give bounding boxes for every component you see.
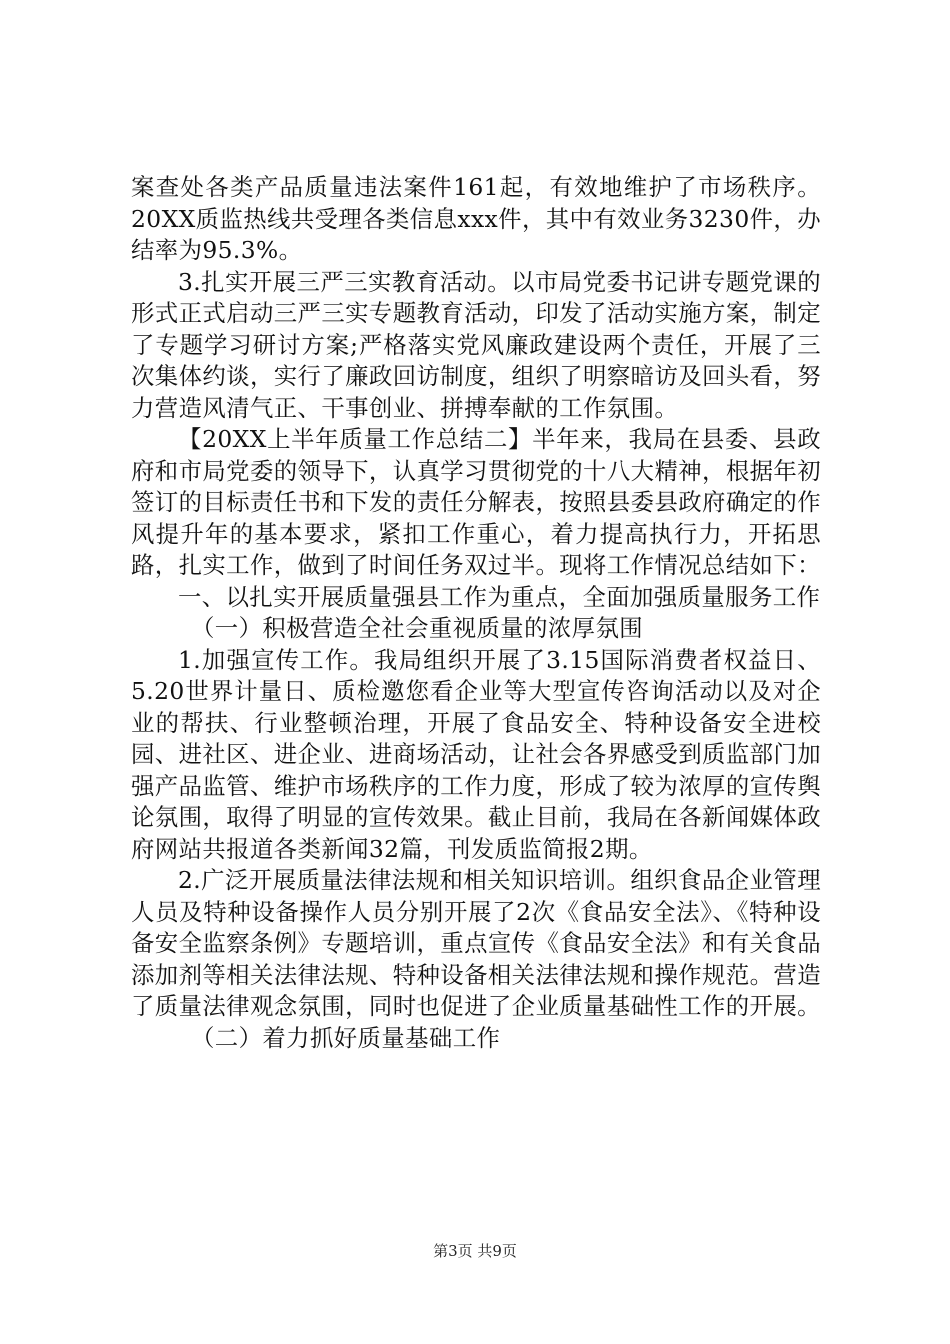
paragraph-case-handling: 案查处各类产品质量违法案件161起，有效地维护了市场秩序。20XX质监热线共受理各类信息xxx件，其中有效业务3230件，办结率为95.3%。 — [131, 173, 821, 264]
subsection-heading-quality-foundation: （二）着力抓好质量基础工作 — [191, 1023, 501, 1052]
paragraph-summary-two-intro: 【20XX上半年质量工作总结二】半年来，我局在县委、县政府和市局党委的领导下，认真学习贯彻党的十八大精神，根据年初签订的目标责任书和下发的责任分解表，按照县委县政府确定的作风提升年的基本要求，紧扣工作重心，着力提高执行力，开拓思路，扎实工作，做到了时间任务双过半。现将工作情况总结如下： — [131, 425, 821, 579]
subsection-heading-quality-atmosphere: （一）积极营造全社会重视质量的浓厚氛围 — [191, 614, 644, 642]
document-body — [131, 172, 821, 1054]
paragraph-legal-training: 2.广泛开展质量法律法规和相关知识培训。组织食品企业管理人员及特种设备操作人员分别开展了2次《食品安全法》、《特种设备安全监察条例》专题培训，重点宣传《食品安全法》和有关食品添加剂等相关法律法规、特种设备相关法律法规和操作规范。营造了质量法律观念氛围，同时也促进了企业质量基础性工作的开展。 — [131, 866, 821, 1020]
section-heading-quality-county: 一、以扎实开展质量强县工作为重点，全面加强质量服务工作 — [178, 582, 821, 611]
paragraph-publicity-work: 1.加强宣传工作。我局组织开展了3.15国际消费者权益日、5.20世界计量日、质检邀您看企业等大型宣传咨询活动以及对企业的帮扶、行业整顿治理，开展了食品安全、特种设备安全进校园、进社区、进企业、进商场活动，让社会各界感受到质监部门加强产品监管、维护市场秩序的工作力度，形成了较为浓厚的宣传舆论氛围，取得了明显的宣传效果。截止目前，我局在各新闻媒体政府网站共报道各类新闻32篇，刊发质监简报2期。 — [131, 645, 821, 863]
paragraph-three-strict-education: 3.扎实开展三严三实教育活动。以市局党委书记讲专题党课的形式正式启动三严三实专题教育活动，印发了活动实施方案，制定了专题学习研讨方案;严格落实党风廉政建设两个责任，开展了三次集体约谈，实行了廉政回访制度，组织了明察暗访及回头看，努力营造风清气正、干事创业、拼搏奉献的工作氛围。 — [131, 267, 821, 422]
page-number-footer: 第3页 共9页 — [433, 1242, 517, 1260]
